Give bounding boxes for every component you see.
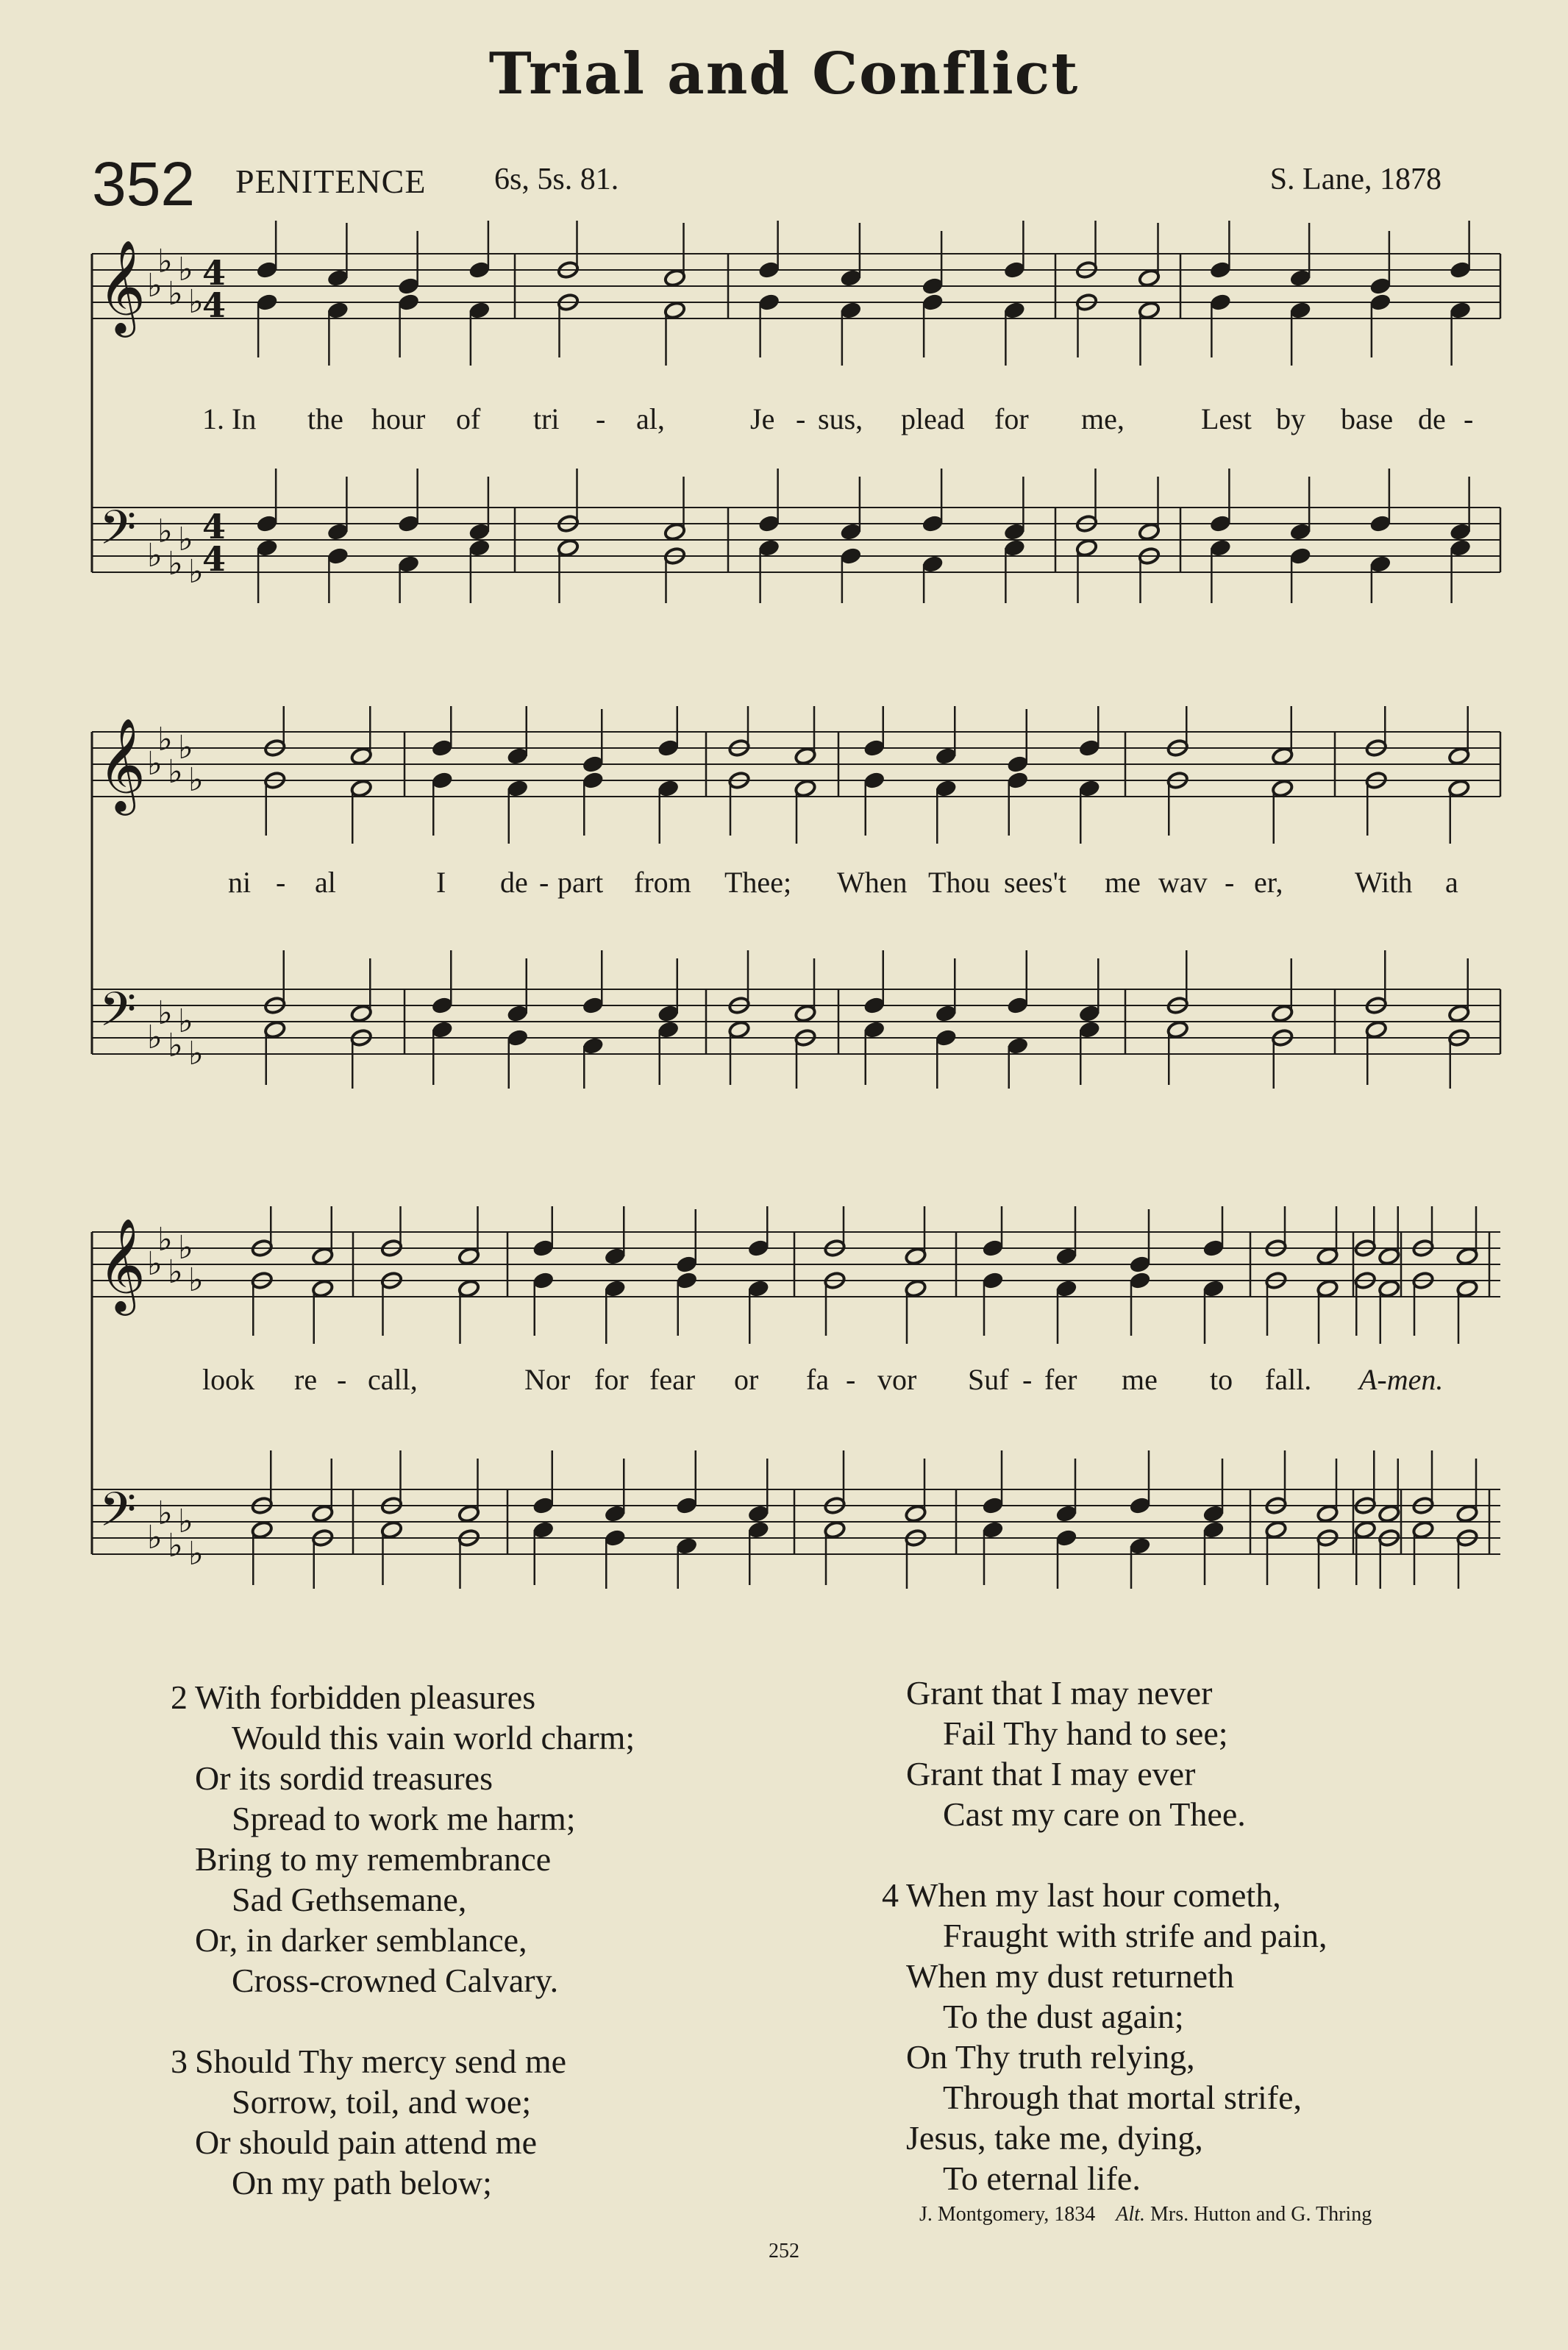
- flat-icon: ♭: [178, 1003, 193, 1040]
- note-head: [922, 277, 944, 296]
- lyric-syllable: Lest: [1201, 402, 1252, 435]
- flat-icon: ♭: [168, 753, 183, 791]
- note-head: [863, 738, 885, 758]
- lyric-syllable: -: [846, 1363, 856, 1396]
- lyric-syllable: -: [1022, 1363, 1033, 1396]
- note-head: [532, 1239, 555, 1258]
- lyric-syllable: plead: [901, 402, 965, 435]
- note-head: [582, 996, 605, 1015]
- note-head: [1202, 1504, 1225, 1523]
- note-head: [1456, 1279, 1479, 1298]
- note-head: [840, 546, 863, 566]
- note-head: [431, 738, 454, 758]
- lyric-syllable: the: [307, 402, 343, 435]
- note-head: [604, 1279, 627, 1298]
- note-head: [431, 771, 454, 790]
- note-head: [1316, 1279, 1339, 1298]
- lyric-syllable: of: [456, 402, 481, 435]
- note-head: [350, 1004, 373, 1023]
- note-head: [935, 1028, 958, 1047]
- bass-clef-icon: 𝄢: [99, 1483, 137, 1549]
- note-head: [1289, 268, 1312, 288]
- treble-clef-icon: 𝄞: [98, 717, 146, 811]
- note-head: [1369, 514, 1392, 533]
- note-head: [1006, 1036, 1029, 1055]
- note-head: [922, 555, 944, 574]
- verse-line: When my last hour cometh,: [906, 1876, 1281, 1914]
- note-head: [1078, 738, 1101, 758]
- verse-line: Grant that I may never: [906, 1674, 1213, 1712]
- note-head: [863, 1020, 885, 1039]
- note-head: [935, 747, 958, 766]
- note-head: [1138, 301, 1161, 320]
- verse-line: Or should pain attend me: [195, 2123, 538, 2161]
- note-head: [1378, 1279, 1400, 1298]
- lyric-syllable: -: [596, 402, 606, 435]
- note-head: [1003, 301, 1026, 320]
- verse-4: [882, 1875, 1328, 2198]
- note-head: [1316, 1504, 1339, 1523]
- flat-icon: ♭: [188, 553, 204, 591]
- note-head: [350, 779, 373, 798]
- note-head: [982, 1239, 1005, 1258]
- note-head: [1209, 293, 1232, 312]
- flat-icon: ♭: [168, 1253, 183, 1291]
- note-head: [506, 1004, 529, 1023]
- flat-icon: ♭: [147, 1519, 163, 1556]
- flat-icon: ♭: [188, 1261, 204, 1299]
- note-head: [1078, 779, 1101, 798]
- lyric-syllable: I: [436, 866, 446, 899]
- note-head: [1166, 1020, 1189, 1039]
- lyric-syllable: a: [1445, 866, 1458, 899]
- note-head: [794, 747, 817, 766]
- verse-line: With forbidden pleasures: [195, 1678, 536, 1716]
- lyric-syllable: Thee;: [724, 866, 792, 899]
- verse-line: Would this vain world charm;: [232, 1719, 635, 1756]
- flat-icon: ♭: [147, 745, 163, 783]
- note-head: [663, 522, 686, 541]
- note-head: [1003, 538, 1026, 558]
- credit-author: J. Montgomery, 1834: [919, 2203, 1096, 2226]
- verse-number: 3: [171, 2043, 188, 2080]
- note-head: [1271, 747, 1294, 766]
- verse-line: Or, in darker semblance,: [195, 1921, 527, 1959]
- lyric-syllable: base: [1341, 402, 1394, 435]
- note-head: [824, 1520, 847, 1539]
- verse-3-continued: [906, 1673, 1328, 1834]
- note-head: [905, 1279, 927, 1298]
- lyric-syllable: fa: [806, 1363, 830, 1396]
- flat-icon: ♭: [188, 1035, 204, 1072]
- note-head: [582, 771, 605, 790]
- note-head: [532, 1271, 555, 1290]
- note-head: [468, 260, 491, 279]
- verse-number: 4: [882, 1876, 899, 1914]
- note-head: [1449, 538, 1472, 558]
- verse-line: To the dust again;: [943, 1998, 1184, 2035]
- note-head: [905, 1504, 927, 1523]
- bass-clef-icon: 𝄢: [99, 983, 137, 1049]
- note-head: [327, 546, 349, 566]
- lyric-syllable: me: [1105, 866, 1141, 899]
- note-head: [397, 555, 420, 574]
- flat-icon: ♭: [147, 267, 163, 305]
- note-head: [506, 779, 529, 798]
- verse-line: Through that mortal strife,: [943, 2079, 1302, 2116]
- note-head: [1209, 260, 1232, 279]
- note-head: [1369, 293, 1392, 312]
- verse-line: On Thy truth relying,: [906, 2038, 1195, 2076]
- bass-clef-icon: 𝄢: [99, 501, 137, 567]
- note-head: [1209, 538, 1232, 558]
- lyric-syllable: to: [1210, 1363, 1233, 1396]
- note-head: [532, 1520, 555, 1539]
- lyric-syllable: hour: [371, 402, 426, 435]
- note-head: [840, 268, 863, 288]
- flat-icon: ♭: [147, 537, 163, 574]
- note-head: [327, 268, 349, 288]
- note-head: [1202, 1520, 1225, 1539]
- note-head: [1289, 301, 1312, 320]
- note-head: [251, 1520, 274, 1539]
- lyric-syllable: Thou: [928, 866, 991, 899]
- lyric-syllable: part: [557, 866, 604, 899]
- lyric-syllable: re: [294, 1363, 318, 1396]
- note-head: [1449, 301, 1472, 320]
- note-head: [397, 277, 420, 296]
- note-head: [1449, 260, 1472, 279]
- score-system-3: [0, 1206, 1568, 1589]
- note-head: [1271, 1004, 1294, 1023]
- note-head: [311, 1504, 334, 1523]
- flat-icon: ♭: [178, 251, 193, 288]
- flat-icon: ♭: [188, 283, 204, 321]
- note-head: [1449, 522, 1472, 541]
- note-head: [1447, 747, 1470, 766]
- note-head: [327, 522, 349, 541]
- lyric-syllable: sus,: [818, 402, 863, 435]
- flat-icon: ♭: [168, 275, 183, 313]
- verse-line: Sad Gethsemane,: [232, 1881, 467, 1918]
- composer: S. Lane, 1878: [1269, 163, 1442, 196]
- lyric-syllable: al,: [636, 402, 665, 435]
- lyric-syllable: me: [1122, 1363, 1158, 1396]
- note-head: [1138, 522, 1161, 541]
- note-head: [468, 301, 491, 320]
- lyric-syllable: call,: [368, 1363, 418, 1396]
- note-head: [327, 301, 349, 320]
- note-head: [506, 747, 529, 766]
- note-head: [468, 522, 491, 541]
- lyric-syllable: for: [994, 402, 1029, 435]
- note-head: [457, 1247, 480, 1266]
- verse-line: Spread to work me harm;: [232, 1800, 576, 1837]
- note-head: [1202, 1279, 1225, 1298]
- note-head: [1202, 1239, 1225, 1258]
- treble-clef-icon: 𝄞: [98, 1217, 146, 1311]
- lyric-syllable: Suf: [968, 1363, 1009, 1396]
- note-head: [747, 1520, 770, 1539]
- note-head: [863, 996, 885, 1015]
- note-head: [457, 1279, 480, 1298]
- note-head: [1078, 1004, 1101, 1023]
- note-head: [663, 268, 686, 288]
- note-head: [1378, 1247, 1400, 1266]
- note-head: [1271, 779, 1294, 798]
- note-head: [1369, 555, 1392, 574]
- note-head: [1378, 1504, 1400, 1523]
- note-head: [794, 1004, 817, 1023]
- note-head: [675, 1496, 698, 1515]
- note-head: [263, 1020, 286, 1039]
- note-head: [922, 293, 944, 312]
- note-head: [675, 1271, 698, 1290]
- note-head: [457, 1504, 480, 1523]
- note-head: [675, 1255, 698, 1274]
- note-head: [431, 1020, 454, 1039]
- verse-line: Or its sordid treasures: [195, 1759, 493, 1797]
- note-head: [1006, 755, 1029, 774]
- verse-column-left: [171, 1677, 635, 2243]
- lyric-syllable: ni: [228, 866, 252, 899]
- note-head: [1055, 1504, 1078, 1523]
- time-signature-digit: 4: [202, 253, 227, 293]
- note-head: [863, 771, 885, 790]
- verse-3: [171, 2041, 635, 2203]
- verse-line: To eternal life.: [943, 2159, 1141, 2197]
- flat-icon: ♭: [157, 721, 173, 758]
- note-head: [1265, 1520, 1288, 1539]
- note-head: [557, 538, 580, 558]
- lyric-syllable: -: [1464, 402, 1474, 435]
- note-head: [1075, 538, 1098, 558]
- time-signature-digit: 4: [202, 539, 227, 579]
- note-head: [1055, 1247, 1078, 1266]
- note-head: [922, 514, 944, 533]
- lyric-syllable: Nor: [524, 1363, 571, 1396]
- lyric-syllable: er,: [1254, 866, 1283, 899]
- note-head: [1003, 260, 1026, 279]
- note-head: [935, 779, 958, 798]
- verse-line: Fraught with strife and pain,: [943, 1917, 1328, 1954]
- note-head: [311, 1279, 334, 1298]
- lyric-syllable: wav: [1158, 866, 1208, 899]
- note-head: [982, 1520, 1005, 1539]
- treble-clef-icon: 𝄞: [98, 239, 146, 333]
- flat-icon: ♭: [147, 1019, 163, 1056]
- music-system-3: [0, 1206, 1568, 1589]
- note-head: [431, 996, 454, 1015]
- lyric-syllable: de: [500, 866, 528, 899]
- lyric-syllable: -: [796, 402, 806, 435]
- tune-name: PENITENCE: [235, 163, 427, 200]
- note-head: [657, 1020, 680, 1039]
- verse-line: Should Thy mercy send me: [195, 2043, 567, 2080]
- note-head: [1289, 546, 1312, 566]
- lyric-syllable: sees't: [1004, 866, 1066, 899]
- lyric-syllable: for: [594, 1363, 629, 1396]
- verse-2: [171, 1677, 635, 2001]
- verse-line: Cast my care on Thee.: [943, 1795, 1246, 1833]
- lyric-syllable: -: [1225, 866, 1235, 899]
- verse-line: When my dust returneth: [906, 1957, 1234, 1995]
- note-head: [1316, 1247, 1339, 1266]
- lyric-syllable: de: [1418, 402, 1446, 435]
- flat-icon: ♭: [178, 729, 193, 766]
- note-head: [728, 1020, 751, 1039]
- note-head: [604, 1504, 627, 1523]
- verse-line: Fail Thy hand to see;: [943, 1715, 1228, 1752]
- lyric-syllable: -: [539, 866, 549, 899]
- lyric-amen: A-men.: [1359, 1363, 1444, 1396]
- note-head: [1055, 1279, 1078, 1298]
- lyric-syllable: When: [837, 866, 908, 899]
- note-head: [758, 293, 780, 312]
- lyric-syllable: from: [634, 866, 691, 899]
- flat-icon: ♭: [157, 1221, 173, 1258]
- credit-alterers: Mrs. Hutton and G. Thring: [1150, 2203, 1372, 2226]
- meter: 6s, 5s. 81.: [494, 163, 619, 196]
- time-signature-digit: 4: [202, 507, 227, 546]
- lyric-syllable: vor: [877, 1363, 917, 1396]
- verse-line: Cross-crowned Calvary.: [232, 1962, 559, 1999]
- note-head: [506, 1028, 529, 1047]
- note-head: [1129, 1271, 1152, 1290]
- flat-icon: ♭: [178, 1229, 193, 1267]
- flat-icon: ♭: [168, 545, 183, 583]
- note-head: [256, 293, 279, 312]
- note-head: [1078, 1020, 1101, 1039]
- note-head: [1129, 1255, 1152, 1274]
- note-head: [397, 293, 420, 312]
- page-title: Trial and Conflict: [488, 40, 1080, 107]
- note-head: [1365, 1020, 1388, 1039]
- flat-icon: ♭: [157, 1495, 173, 1532]
- note-head: [982, 1271, 1005, 1290]
- hymn-number: 352: [92, 149, 196, 218]
- note-head: [982, 1496, 1005, 1515]
- note-head: [256, 260, 279, 279]
- note-head: [747, 1239, 770, 1258]
- lyric-syllable: With: [1355, 866, 1413, 899]
- note-head: [747, 1504, 770, 1523]
- lyric-syllable: fer: [1044, 1363, 1077, 1396]
- note-head: [604, 1247, 627, 1266]
- lyric-syllable: tri: [533, 402, 560, 435]
- note-head: [1354, 1520, 1377, 1539]
- note-head: [397, 514, 420, 533]
- flat-icon: ♭: [188, 1535, 204, 1573]
- note-head: [1447, 1004, 1470, 1023]
- note-head: [1369, 277, 1392, 296]
- lyric-syllable: or: [734, 1363, 759, 1396]
- note-head: [604, 1528, 627, 1548]
- flat-icon: ♭: [188, 761, 204, 799]
- lyric-syllable: 1. In: [202, 402, 257, 435]
- note-head: [311, 1247, 334, 1266]
- time-signature-digit: 4: [202, 285, 227, 325]
- lyric-syllable: Je: [750, 402, 775, 435]
- verse-number: 2: [171, 1678, 188, 1716]
- note-head: [1456, 1247, 1479, 1266]
- note-head: [657, 779, 680, 798]
- verse-line: Jesus, take me, dying,: [906, 2119, 1203, 2157]
- note-head: [840, 301, 863, 320]
- lyric-syllable: -: [276, 866, 286, 899]
- page-number: 252: [769, 2240, 799, 2262]
- flat-icon: ♭: [147, 1245, 163, 1283]
- note-head: [1006, 771, 1029, 790]
- note-head: [1209, 514, 1232, 533]
- note-head: [1447, 779, 1470, 798]
- note-head: [747, 1279, 770, 1298]
- note-head: [532, 1496, 555, 1515]
- note-head: [758, 538, 780, 558]
- verse-line: On my path below;: [232, 2164, 492, 2201]
- note-head: [1006, 996, 1029, 1015]
- credit-alt-label: Alt.: [1116, 2203, 1145, 2226]
- note-head: [256, 538, 279, 558]
- note-head: [1129, 1537, 1152, 1556]
- note-head: [350, 747, 373, 766]
- flat-icon: ♭: [157, 513, 173, 550]
- note-head: [1138, 268, 1161, 288]
- verse-line: Bring to my remembrance: [195, 1840, 552, 1878]
- note-head: [1412, 1520, 1435, 1539]
- credits: [919, 2203, 1372, 2226]
- lyric-syllable: fear: [649, 1363, 696, 1396]
- verse-line: Grant that I may ever: [906, 1755, 1196, 1792]
- lyric-syllable: al: [315, 866, 336, 899]
- lyric-syllable: me,: [1081, 402, 1125, 435]
- note-head: [582, 1036, 605, 1055]
- verse-column-right: [882, 1673, 1328, 2239]
- note-head: [1129, 1496, 1152, 1515]
- note-head: [657, 1004, 680, 1023]
- lyric-syllable: -: [337, 1363, 347, 1396]
- note-head: [935, 1004, 958, 1023]
- note-head: [1289, 522, 1312, 541]
- lyric-syllable: look: [202, 1363, 255, 1396]
- flat-icon: ♭: [168, 1527, 183, 1564]
- flat-icon: ♭: [178, 521, 193, 558]
- verse-line: Sorrow, toil, and woe;: [232, 2083, 532, 2121]
- note-head: [582, 755, 605, 774]
- note-head: [1003, 522, 1026, 541]
- note-head: [905, 1247, 927, 1266]
- note-head: [657, 738, 680, 758]
- flat-icon: ♭: [157, 243, 173, 280]
- note-head: [794, 779, 817, 798]
- note-head: [663, 301, 686, 320]
- note-head: [758, 260, 780, 279]
- note-head: [256, 514, 279, 533]
- flat-icon: ♭: [157, 994, 173, 1032]
- flat-icon: ♭: [168, 1027, 183, 1064]
- note-head: [1055, 1528, 1078, 1548]
- note-head: [758, 514, 780, 533]
- note-head: [380, 1520, 403, 1539]
- note-head: [840, 522, 863, 541]
- note-head: [1456, 1504, 1479, 1523]
- note-head: [468, 538, 491, 558]
- flat-icon: ♭: [178, 1503, 193, 1540]
- note-head: [675, 1537, 698, 1556]
- lyric-syllable: fall.: [1265, 1363, 1312, 1396]
- lyric-syllable: by: [1276, 402, 1305, 435]
